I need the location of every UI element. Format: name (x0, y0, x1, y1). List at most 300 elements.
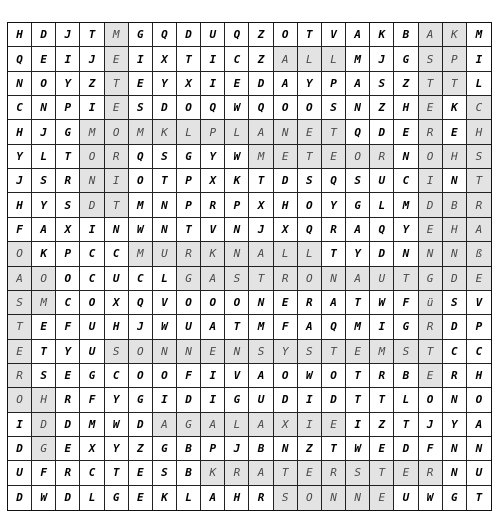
grid-cell[interactable]: Q (129, 145, 153, 169)
grid-cell[interactable]: N (177, 340, 201, 364)
grid-cell[interactable]: Z (394, 72, 418, 96)
grid-cell[interactable]: M (249, 145, 273, 169)
grid-cell[interactable]: I (419, 169, 443, 193)
grid-cell[interactable]: J (32, 120, 56, 144)
grid-cell[interactable]: D (8, 486, 32, 510)
grid-cell[interactable]: O (129, 169, 153, 193)
grid-cell[interactable]: D (443, 315, 467, 339)
grid-cell[interactable]: T (346, 364, 370, 388)
grid-cell[interactable]: T (298, 145, 322, 169)
grid-cell[interactable]: T (274, 461, 298, 485)
grid-cell[interactable]: O (129, 340, 153, 364)
grid-cell[interactable]: F (419, 437, 443, 461)
grid-cell[interactable]: I (467, 47, 491, 71)
grid-cell[interactable]: D (80, 193, 104, 217)
grid-cell[interactable]: P (322, 72, 346, 96)
grid-cell[interactable]: T (177, 218, 201, 242)
grid-cell[interactable]: K (201, 242, 225, 266)
grid-cell[interactable]: W (225, 145, 249, 169)
grid-cell[interactable]: S (153, 145, 177, 169)
grid-cell[interactable]: E (419, 364, 443, 388)
grid-cell[interactable]: X (249, 193, 273, 217)
grid-cell[interactable]: N (8, 72, 32, 96)
grid-cell[interactable]: P (201, 120, 225, 144)
grid-cell[interactable]: T (153, 169, 177, 193)
grid-cell[interactable]: N (443, 242, 467, 266)
grid-cell[interactable]: X (274, 413, 298, 437)
grid-cell[interactable]: T (56, 145, 80, 169)
grid-cell[interactable]: H (443, 218, 467, 242)
grid-cell[interactable]: G (443, 486, 467, 510)
grid-cell[interactable]: O (274, 364, 298, 388)
grid-cell[interactable]: P (56, 96, 80, 120)
grid-cell[interactable]: R (298, 291, 322, 315)
grid-cell[interactable]: C (443, 340, 467, 364)
grid-cell[interactable]: S (394, 340, 418, 364)
grid-cell[interactable]: I (80, 96, 104, 120)
grid-cell[interactable]: E (56, 437, 80, 461)
grid-cell[interactable]: F (274, 315, 298, 339)
grid-cell[interactable]: B (249, 437, 273, 461)
grid-cell[interactable]: G (419, 267, 443, 291)
grid-cell[interactable]: W (129, 218, 153, 242)
grid-cell[interactable]: E (346, 340, 370, 364)
grid-cell[interactable]: D (32, 413, 56, 437)
grid-cell[interactable]: H (467, 364, 491, 388)
grid-cell[interactable]: N (153, 193, 177, 217)
grid-cell[interactable]: G (394, 315, 418, 339)
grid-cell[interactable]: V (467, 291, 491, 315)
grid-cell[interactable]: Q (129, 291, 153, 315)
grid-cell[interactable]: T (249, 169, 273, 193)
grid-cell[interactable]: N (467, 437, 491, 461)
grid-cell[interactable]: D (153, 96, 177, 120)
grid-cell[interactable]: E (56, 364, 80, 388)
grid-cell[interactable]: E (419, 218, 443, 242)
grid-cell[interactable]: C (467, 96, 491, 120)
grid-cell[interactable]: I (201, 72, 225, 96)
grid-cell[interactable]: H (8, 120, 32, 144)
grid-cell[interactable]: K (370, 23, 394, 47)
grid-cell[interactable]: D (443, 267, 467, 291)
grid-cell[interactable]: S (249, 340, 273, 364)
grid-cell[interactable]: M (129, 120, 153, 144)
grid-cell[interactable]: O (467, 388, 491, 412)
grid-cell[interactable]: C (105, 242, 129, 266)
grid-cell[interactable]: S (298, 340, 322, 364)
grid-cell[interactable]: E (322, 413, 346, 437)
grid-cell[interactable]: M (346, 47, 370, 71)
grid-cell[interactable]: U (201, 23, 225, 47)
grid-cell[interactable]: Y (274, 340, 298, 364)
grid-cell[interactable]: O (298, 193, 322, 217)
grid-cell[interactable]: A (419, 23, 443, 47)
grid-cell[interactable]: A (298, 315, 322, 339)
grid-cell[interactable]: J (129, 315, 153, 339)
grid-cell[interactable]: D (249, 72, 273, 96)
grid-cell[interactable]: S (8, 291, 32, 315)
grid-cell[interactable]: M (129, 242, 153, 266)
grid-cell[interactable]: P (56, 242, 80, 266)
grid-cell[interactable]: E (274, 145, 298, 169)
grid-cell[interactable]: P (177, 169, 201, 193)
grid-cell[interactable]: Q (249, 96, 273, 120)
grid-cell[interactable]: G (177, 413, 201, 437)
grid-cell[interactable]: R (56, 388, 80, 412)
grid-cell[interactable]: M (80, 413, 104, 437)
grid-cell[interactable]: C (80, 242, 104, 266)
grid-cell[interactable]: N (105, 218, 129, 242)
grid-cell[interactable]: E (129, 486, 153, 510)
grid-cell[interactable]: W (346, 437, 370, 461)
grid-cell[interactable]: N (225, 218, 249, 242)
grid-cell[interactable]: E (129, 461, 153, 485)
grid-cell[interactable]: A (346, 23, 370, 47)
grid-cell[interactable]: U (370, 267, 394, 291)
grid-cell[interactable]: K (201, 461, 225, 485)
grid-cell[interactable]: Q (346, 120, 370, 144)
grid-cell[interactable]: S (225, 267, 249, 291)
grid-cell[interactable]: N (32, 96, 56, 120)
grid-cell[interactable]: C (80, 461, 104, 485)
grid-cell[interactable]: U (177, 315, 201, 339)
grid-cell[interactable]: X (177, 72, 201, 96)
grid-cell[interactable]: N (80, 169, 104, 193)
grid-cell[interactable]: R (370, 145, 394, 169)
grid-cell[interactable]: Z (298, 437, 322, 461)
grid-cell[interactable]: C (105, 364, 129, 388)
grid-cell[interactable]: A (249, 120, 273, 144)
grid-cell[interactable]: Z (249, 23, 273, 47)
grid-cell[interactable]: I (105, 169, 129, 193)
grid-cell[interactable]: D (56, 413, 80, 437)
grid-cell[interactable]: D (177, 23, 201, 47)
grid-cell[interactable]: M (394, 193, 418, 217)
grid-cell[interactable]: T (105, 193, 129, 217)
grid-cell[interactable]: Y (322, 193, 346, 217)
grid-cell[interactable]: A (8, 267, 32, 291)
grid-cell[interactable]: E (298, 461, 322, 485)
grid-cell[interactable]: O (32, 267, 56, 291)
grid-cell[interactable]: N (346, 96, 370, 120)
grid-cell[interactable]: I (346, 413, 370, 437)
grid-cell[interactable]: N (394, 242, 418, 266)
grid-cell[interactable]: R (56, 169, 80, 193)
grid-cell[interactable]: U (105, 267, 129, 291)
grid-cell[interactable]: O (346, 145, 370, 169)
grid-cell[interactable]: B (443, 193, 467, 217)
grid-cell[interactable]: K (32, 242, 56, 266)
grid-cell[interactable]: U (467, 461, 491, 485)
grid-cell[interactable]: I (370, 315, 394, 339)
grid-cell[interactable]: O (8, 242, 32, 266)
grid-cell[interactable]: O (419, 388, 443, 412)
grid-cell[interactable]: L (177, 120, 201, 144)
grid-cell[interactable]: L (394, 388, 418, 412)
grid-cell[interactable]: H (394, 96, 418, 120)
grid-cell[interactable]: L (153, 267, 177, 291)
grid-cell[interactable]: S (346, 461, 370, 485)
grid-cell[interactable]: W (32, 486, 56, 510)
grid-cell[interactable]: Y (346, 242, 370, 266)
grid-cell[interactable]: N (443, 169, 467, 193)
grid-cell[interactable]: T (32, 340, 56, 364)
grid-cell[interactable]: N (322, 486, 346, 510)
grid-cell[interactable]: X (201, 169, 225, 193)
grid-cell[interactable]: T (322, 242, 346, 266)
grid-cell[interactable]: R (370, 364, 394, 388)
grid-cell[interactable]: T (394, 267, 418, 291)
grid-cell[interactable]: D (274, 388, 298, 412)
grid-cell[interactable]: A (322, 291, 346, 315)
grid-cell[interactable]: J (370, 47, 394, 71)
grid-cell[interactable]: C (225, 47, 249, 71)
grid-cell[interactable]: I (56, 47, 80, 71)
grid-cell[interactable]: R (225, 461, 249, 485)
grid-cell[interactable]: W (419, 486, 443, 510)
grid-cell[interactable]: A (467, 218, 491, 242)
grid-cell[interactable]: B (177, 461, 201, 485)
grid-cell[interactable]: A (201, 413, 225, 437)
grid-cell[interactable]: P (201, 437, 225, 461)
grid-cell[interactable]: A (249, 364, 273, 388)
grid-cell[interactable]: W (225, 96, 249, 120)
grid-cell[interactable]: D (32, 23, 56, 47)
grid-cell[interactable]: E (274, 291, 298, 315)
grid-cell[interactable]: X (56, 218, 80, 242)
grid-cell[interactable]: H (225, 486, 249, 510)
grid-cell[interactable]: S (298, 169, 322, 193)
grid-cell[interactable]: L (225, 413, 249, 437)
grid-cell[interactable]: M (105, 23, 129, 47)
grid-cell[interactable]: L (322, 47, 346, 71)
grid-cell[interactable]: S (370, 72, 394, 96)
grid-cell[interactable]: E (443, 120, 467, 144)
grid-cell[interactable]: E (298, 120, 322, 144)
grid-cell[interactable]: E (32, 47, 56, 71)
grid-cell[interactable]: S (105, 340, 129, 364)
grid-cell[interactable]: V (201, 218, 225, 242)
grid-cell[interactable]: A (249, 413, 273, 437)
grid-cell[interactable]: A (467, 413, 491, 437)
grid-cell[interactable]: O (177, 96, 201, 120)
grid-cell[interactable]: W (105, 413, 129, 437)
grid-cell[interactable]: T (346, 291, 370, 315)
grid-cell[interactable]: X (105, 291, 129, 315)
grid-cell[interactable]: O (274, 23, 298, 47)
grid-cell[interactable]: D (419, 193, 443, 217)
grid-cell[interactable]: C (394, 169, 418, 193)
grid-cell[interactable]: L (80, 486, 104, 510)
grid-cell[interactable]: L (370, 193, 394, 217)
grid-cell[interactable]: R (105, 145, 129, 169)
grid-cell[interactable]: I (8, 413, 32, 437)
grid-cell[interactable]: M (346, 315, 370, 339)
grid-cell[interactable]: S (32, 169, 56, 193)
grid-cell[interactable]: J (56, 23, 80, 47)
grid-cell[interactable]: E (419, 96, 443, 120)
grid-cell[interactable]: S (467, 145, 491, 169)
grid-cell[interactable]: T (225, 315, 249, 339)
grid-cell[interactable]: E (105, 96, 129, 120)
grid-cell[interactable]: Q (322, 315, 346, 339)
grid-cell[interactable]: A (32, 218, 56, 242)
grid-cell[interactable]: D (370, 242, 394, 266)
grid-cell[interactable]: R (419, 120, 443, 144)
grid-cell[interactable]: I (298, 388, 322, 412)
grid-cell[interactable]: S (153, 461, 177, 485)
grid-cell[interactable]: T (443, 72, 467, 96)
grid-cell[interactable]: G (225, 388, 249, 412)
grid-cell[interactable]: U (249, 388, 273, 412)
grid-cell[interactable]: N (153, 340, 177, 364)
grid-cell[interactable]: T (322, 340, 346, 364)
grid-cell[interactable]: U (153, 242, 177, 266)
grid-cell[interactable]: A (201, 267, 225, 291)
grid-cell[interactable]: ß (467, 242, 491, 266)
grid-cell[interactable]: E (8, 340, 32, 364)
grid-cell[interactable]: Y (298, 72, 322, 96)
grid-cell[interactable]: A (153, 413, 177, 437)
grid-cell[interactable]: D (370, 120, 394, 144)
grid-cell[interactable]: O (274, 96, 298, 120)
grid-cell[interactable]: G (346, 193, 370, 217)
grid-cell[interactable]: R (8, 364, 32, 388)
grid-cell[interactable]: Y (8, 145, 32, 169)
grid-cell[interactable]: X (274, 218, 298, 242)
grid-cell[interactable]: S (419, 47, 443, 71)
grid-cell[interactable]: H (8, 193, 32, 217)
grid-cell[interactable]: T (249, 267, 273, 291)
grid-cell[interactable]: G (394, 47, 418, 71)
grid-cell[interactable]: D (394, 437, 418, 461)
grid-cell[interactable]: E (322, 145, 346, 169)
grid-cell[interactable]: R (322, 218, 346, 242)
grid-cell[interactable]: T (370, 461, 394, 485)
grid-cell[interactable]: R (322, 461, 346, 485)
grid-cell[interactable]: V (153, 291, 177, 315)
grid-cell[interactable]: F (394, 291, 418, 315)
grid-cell[interactable]: O (298, 96, 322, 120)
grid-cell[interactable]: D (129, 413, 153, 437)
grid-cell[interactable]: A (249, 461, 273, 485)
grid-cell[interactable]: P (177, 193, 201, 217)
grid-cell[interactable]: S (322, 96, 346, 120)
grid-cell[interactable]: F (56, 315, 80, 339)
grid-cell[interactable]: C (467, 340, 491, 364)
grid-cell[interactable]: O (177, 291, 201, 315)
grid-cell[interactable]: O (105, 120, 129, 144)
grid-cell[interactable]: G (129, 23, 153, 47)
grid-cell[interactable]: Y (105, 437, 129, 461)
grid-cell[interactable]: G (177, 145, 201, 169)
grid-cell[interactable]: A (249, 242, 273, 266)
grid-cell[interactable]: Z (249, 47, 273, 71)
grid-cell[interactable]: E (394, 461, 418, 485)
grid-cell[interactable]: E (370, 437, 394, 461)
grid-cell[interactable]: Q (225, 23, 249, 47)
grid-cell[interactable]: L (274, 242, 298, 266)
grid-cell[interactable]: T (105, 461, 129, 485)
grid-cell[interactable]: Z (370, 96, 394, 120)
grid-cell[interactable]: T (322, 437, 346, 461)
grid-cell[interactable]: ü (419, 291, 443, 315)
grid-cell[interactable]: O (153, 364, 177, 388)
grid-cell[interactable]: T (105, 72, 129, 96)
grid-cell[interactable]: G (32, 437, 56, 461)
grid-cell[interactable]: C (56, 291, 80, 315)
grid-cell[interactable]: J (419, 413, 443, 437)
grid-cell[interactable]: F (177, 364, 201, 388)
grid-cell[interactable]: T (298, 23, 322, 47)
grid-cell[interactable]: E (32, 315, 56, 339)
grid-cell[interactable]: H (467, 120, 491, 144)
grid-cell[interactable]: T (80, 23, 104, 47)
grid-cell[interactable]: S (274, 486, 298, 510)
grid-cell[interactable]: M (32, 291, 56, 315)
grid-cell[interactable]: W (370, 291, 394, 315)
grid-cell[interactable]: Q (370, 218, 394, 242)
grid-cell[interactable]: C (80, 267, 104, 291)
grid-cell[interactable]: R (419, 315, 443, 339)
grid-cell[interactable]: O (56, 267, 80, 291)
grid-cell[interactable]: H (274, 193, 298, 217)
grid-cell[interactable]: Z (370, 413, 394, 437)
grid-cell[interactable]: T (419, 340, 443, 364)
grid-cell[interactable]: D (177, 388, 201, 412)
grid-cell[interactable]: Y (201, 145, 225, 169)
grid-cell[interactable]: R (467, 193, 491, 217)
grid-cell[interactable]: M (467, 23, 491, 47)
grid-cell[interactable]: T (177, 47, 201, 71)
grid-cell[interactable]: N (443, 437, 467, 461)
grid-cell[interactable]: B (394, 364, 418, 388)
grid-cell[interactable]: K (225, 169, 249, 193)
grid-cell[interactable]: T (467, 169, 491, 193)
grid-cell[interactable]: H (8, 23, 32, 47)
grid-cell[interactable]: Q (201, 96, 225, 120)
grid-cell[interactable]: N (394, 145, 418, 169)
grid-cell[interactable]: H (105, 315, 129, 339)
grid-cell[interactable]: O (32, 72, 56, 96)
grid-cell[interactable]: G (129, 388, 153, 412)
grid-cell[interactable]: B (177, 437, 201, 461)
grid-cell[interactable]: N (322, 267, 346, 291)
grid-cell[interactable]: I (201, 364, 225, 388)
grid-cell[interactable]: S (443, 291, 467, 315)
grid-cell[interactable]: N (419, 242, 443, 266)
grid-cell[interactable]: A (274, 72, 298, 96)
grid-cell[interactable]: X (153, 47, 177, 71)
grid-cell[interactable]: G (56, 120, 80, 144)
grid-cell[interactable]: Q (153, 23, 177, 47)
grid-cell[interactable]: S (346, 169, 370, 193)
grid-cell[interactable]: J (80, 47, 104, 71)
grid-cell[interactable]: N (249, 291, 273, 315)
grid-cell[interactable]: I (201, 47, 225, 71)
grid-cell[interactable]: K (153, 486, 177, 510)
grid-cell[interactable]: T (394, 413, 418, 437)
grid-cell[interactable]: Y (32, 193, 56, 217)
grid-cell[interactable]: U (394, 486, 418, 510)
grid-cell[interactable]: R (56, 461, 80, 485)
grid-cell[interactable]: E (105, 47, 129, 71)
grid-cell[interactable]: I (153, 388, 177, 412)
grid-cell[interactable]: Y (56, 72, 80, 96)
grid-cell[interactable]: Z (129, 437, 153, 461)
grid-cell[interactable]: A (346, 72, 370, 96)
grid-cell[interactable]: S (32, 364, 56, 388)
